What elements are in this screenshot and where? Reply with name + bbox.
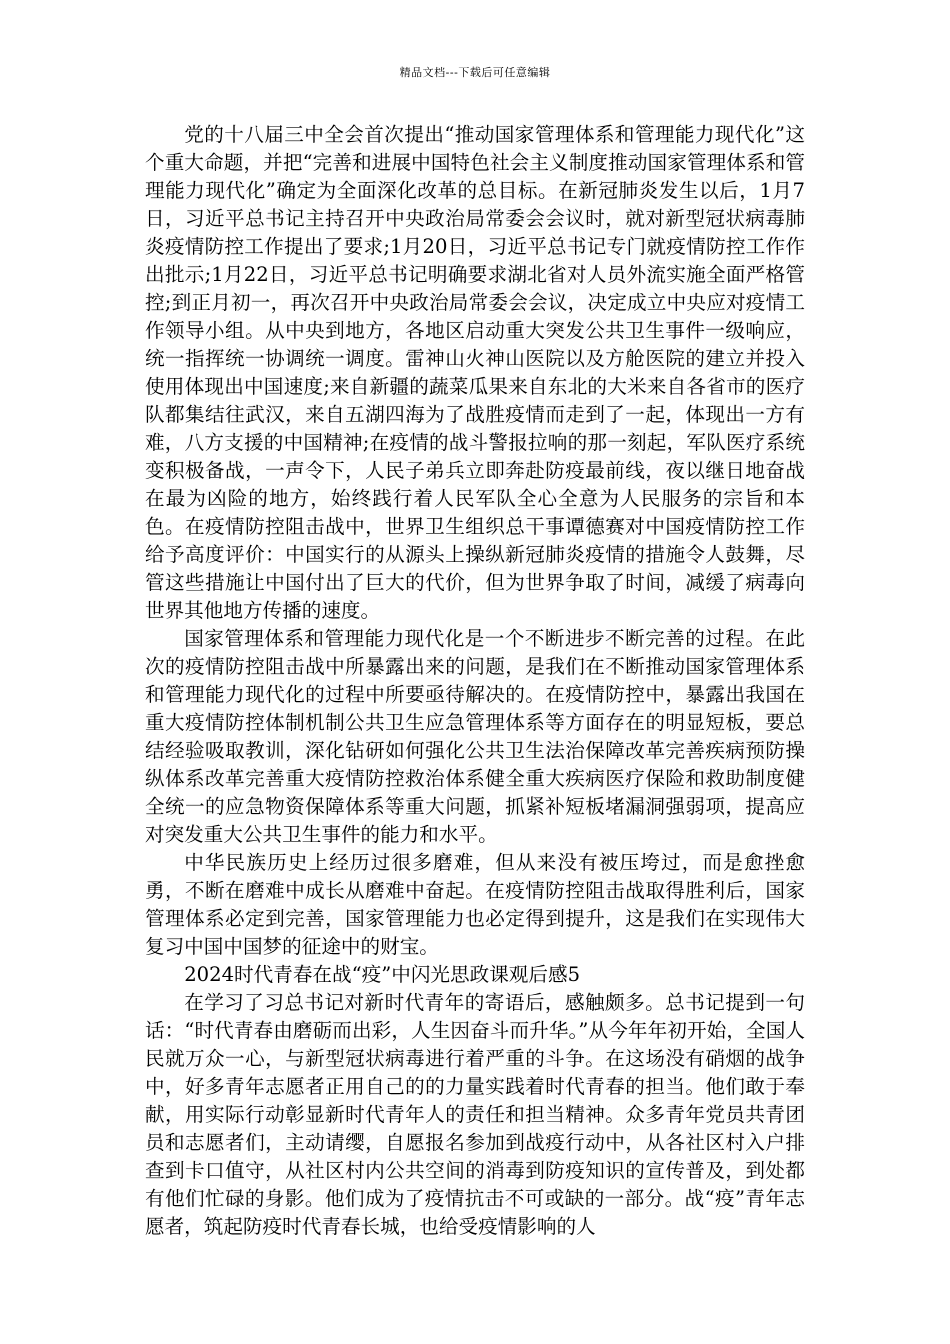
section-heading: 2024时代青春在战“疫”中闪光思政课观后感5 xyxy=(184,963,581,986)
page-header: 精品文档---下载后可任意编辑 xyxy=(399,66,551,79)
paragraph-governance-modernization: 国家管理体系和管理能力现代化是一个不断进步不断完善的过程。在此次的疫情防控阻击战中所暴露出来的问题，是我们在不断推动国家管理体系和管理能力现代化的过程中所要亟待解决的。在疫情防控中，暴露出我国在重大疫情防控体制机制公共卫生应急管理体系等方面存在的明显短板，要总结经验吸取教训，深化钻研如何强化公共卫生法治保障改革完善疾病预防操纵体系改革完善重大疫情防控救治体系健全重大疾病医疗保险和救助制度健全统一的应急物资保障体系等重大问题，抓紧补短板堵漏洞强弱项，提高应对突发重大公共卫生事件的能力和水平。 xyxy=(145,627,805,846)
paragraph-national-resilience: 中华民族历史上经历过很多磨难，但从来没有被压垮过，而是愈挫愈勇，不断在磨难中成长从磨难中奋起。在疫情防控阻击战取得胜利后，国家管理体系必定到完善，国家管理能力也必定得到提升，这是我们在实现伟大复习中国中国梦的征途中的财宝。 xyxy=(145,851,805,958)
paragraph-youth-volunteers: 在学习了习总书记对新时代青年的寄语后，感触颇多。总书记提到一句话：“时代青春由磨砺而出彩，人生因奋斗而升华。”从今年年初开始，全国人民就万众一心，与新型冠状病毒进行着严重的斗争。在这场没有硝烟的战争中，好多青年志愿者正用自己的的力量实践着时代青春的担当。他们敢于奉献，用实际行动彰显新时代青年人的责任和担当精神。众多青年党员共青团员和志愿者们，主动请缨，自愿报名参加到战疫行动中，从各社区村入户排查到卡口值守，从社区村内公共空间的消毒到防疫知识的宣传普及，到处都有他们忙碌的身影。他们成为了疫情抗击不可或缺的一部分。战“疫”青年志愿者，筑起防疫时代青春长城，也给受疫情影响的人 xyxy=(145,991,805,1238)
document-body xyxy=(145,121,805,1241)
paragraph-governance-intro: 党的十八届三中全会首次提出“推动国家管理体系和管理能力现代化”这个重大命题，并把“完善和进展中国特色社会主义制度推动国家管理体系和管理能力现代化”确定为全面深化改革的总目标。在新冠肺炎发生以后，1月7日，习近平总书记主持召开中央政治局常委会会议时，就对新型冠状病毒肺炎疫情防控工作提出了要求;1月20日，习近平总书记专门就疫情防控工作作出批示;1月22日，习近平总书记明确要求湖北省对人员外流实施全面严格管控;到正月初一，再次召开中央政治局常委会会议，决定成立中央应对疫情工作领导小组。从中央到地方，各地区启动重大突发公共卫生事件一级响应，统一指挥统一协调统一调度。雷神山火神山医院以及方舱医院的建立并投入使用体现出中国速度;来自新疆的蔬菜瓜果来自东北的大米来自各省市的医疗队都集结往武汉，来自五湖四海为了战胜疫情而走到了一起，体现出一方有难，八方支援的中国精神;在疫情的战斗警报拉响的那一刻起，军队医疗系统变积极备战，一声令下，人民子弟兵立即奔赴防疫最前线，夜以继日地奋战在最为凶险的地方，始终践行着人民军队全心全意为人民服务的宗旨和本色。在疫情防控阻击战中，世界卫生组织总干事谭德赛对中国疫情防控工作给予高度评价：中国实行的从源头上操纵新冠肺炎疫情的措施令人鼓舞，尽管这些措施让中国付出了巨大的代价，但为世界争取了时间，减缓了病毒向世界其他地方传播的速度。 xyxy=(145,123,805,622)
